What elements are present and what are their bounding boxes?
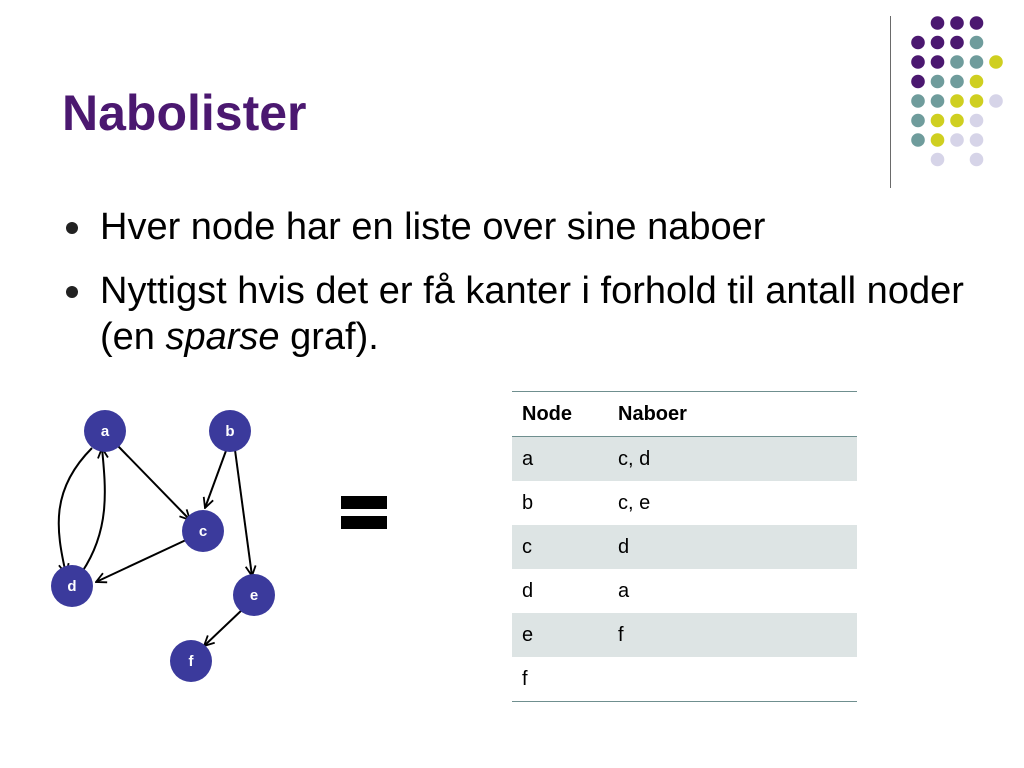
svg-text:a: a xyxy=(100,423,110,440)
cell-node: f xyxy=(522,667,528,690)
equals-bar-top xyxy=(341,496,387,509)
decorative-dot xyxy=(970,94,984,108)
decorative-dot xyxy=(970,36,984,50)
table-row xyxy=(512,437,857,482)
decorative-dot xyxy=(970,75,984,89)
edge-e-f xyxy=(204,608,244,646)
directed-graph xyxy=(40,400,300,700)
edge-c-d xyxy=(96,540,186,582)
decorative-dot xyxy=(931,153,945,167)
decorative-dot-grid xyxy=(900,10,1020,170)
decorative-dot xyxy=(970,55,984,69)
cell-node: e xyxy=(512,613,608,657)
equals-bar-bottom xyxy=(341,516,387,529)
equals-sign-icon xyxy=(341,496,387,530)
graph-node-b xyxy=(209,410,251,452)
cell-node: c xyxy=(512,525,608,569)
edge-a-c xyxy=(118,446,190,520)
column-header-neighbors: Naboer xyxy=(608,392,857,437)
decorative-dot xyxy=(950,16,964,30)
table-row xyxy=(512,569,857,613)
decorative-dot xyxy=(911,75,925,89)
bullet-item xyxy=(64,268,984,360)
graph-node-c xyxy=(182,510,224,552)
bullet-text-post: graf). xyxy=(279,316,379,358)
table-row xyxy=(512,525,857,569)
decorative-dot xyxy=(950,55,964,69)
bullet-dot-icon xyxy=(66,222,78,234)
edge-a-d xyxy=(59,448,92,574)
bullet-dot-icon xyxy=(66,286,78,298)
cell-neighbors: c, e xyxy=(618,491,651,514)
bullet-list xyxy=(64,204,984,378)
decorative-dot xyxy=(911,94,925,108)
cell-neighbors: a xyxy=(618,579,630,602)
cell-node: d xyxy=(522,579,534,602)
graph-node-d xyxy=(51,565,93,607)
svg-text:f: f xyxy=(188,653,194,670)
table-row xyxy=(512,613,857,657)
bullet-text: Hver node har en liste over sine naboer xyxy=(100,206,766,248)
decorative-dot xyxy=(931,36,945,50)
decorative-dot xyxy=(950,133,964,147)
decorative-dot xyxy=(970,133,984,147)
edge-d-a xyxy=(82,448,105,572)
bullet-item xyxy=(64,204,984,250)
decorative-dot xyxy=(970,153,984,167)
cell-neighbors: f xyxy=(608,613,857,657)
svg-text:c: c xyxy=(198,523,208,540)
cell-neighbors: c, d xyxy=(608,437,857,482)
decorative-dot xyxy=(970,16,984,30)
cell-neighbors: d xyxy=(608,525,857,569)
decorative-dot xyxy=(931,75,945,89)
edge-b-c xyxy=(205,448,227,508)
decorative-dot xyxy=(970,114,984,128)
svg-text:d: d xyxy=(67,578,77,595)
decorative-dot xyxy=(911,36,925,50)
decorative-dot xyxy=(931,114,945,128)
decorative-dot xyxy=(911,133,925,147)
title-divider-line xyxy=(890,16,891,188)
graph-node-e xyxy=(233,574,275,616)
adjacency-table xyxy=(512,391,857,702)
table-row xyxy=(512,657,857,702)
cell-neighbors xyxy=(608,657,857,702)
bullet-text-pre: Nyttigst hvis det er få kanter i forhold til antall noder (en xyxy=(100,270,964,358)
slide-title: Nabolister xyxy=(62,85,307,141)
decorative-dot xyxy=(931,133,945,147)
cell-node: b xyxy=(522,491,534,514)
decorative-dot xyxy=(950,75,964,89)
decorative-dot xyxy=(931,55,945,69)
decorative-dot xyxy=(950,36,964,50)
decorative-dot xyxy=(989,55,1003,69)
decorative-dot xyxy=(950,94,964,108)
decorative-dot xyxy=(911,114,925,128)
column-header-node: Node xyxy=(512,392,608,437)
svg-text:e: e xyxy=(249,587,259,604)
decorative-dot xyxy=(931,16,945,30)
edge-b-e xyxy=(235,450,252,576)
table-row xyxy=(512,481,857,525)
table-header-row xyxy=(512,392,857,437)
cell-node: a xyxy=(512,437,608,482)
graph-node-a xyxy=(84,410,126,452)
decorative-dot xyxy=(931,94,945,108)
graph-node-f xyxy=(170,640,212,682)
decorative-dot xyxy=(989,94,1003,108)
decorative-dot xyxy=(911,55,925,69)
svg-text:b: b xyxy=(225,423,235,440)
decorative-dot xyxy=(950,114,964,128)
bullet-text-emphasis: sparse xyxy=(165,316,280,358)
